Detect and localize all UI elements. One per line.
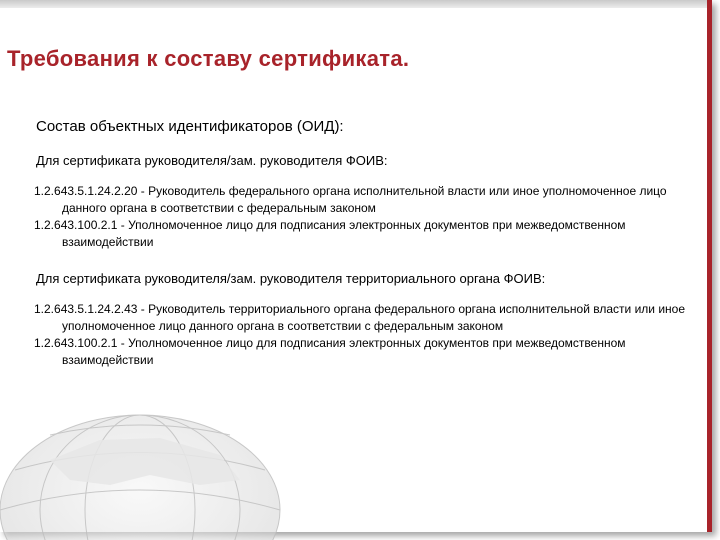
- list-item: 1.2.643.5.1.24.2.43 - Руководитель территориального органа федерального органа исполнительной власти или иное уполномоченное лицо данного органа в соответствии с федеральным законом: [34, 302, 685, 333]
- oid-list: [36, 301, 686, 369]
- list-item: 1.2.643.5.1.24.2.20 - Руководитель федерального органа исполнительной власти или иное уполномоченное лицо данного органа в соответствии с федеральным законом: [34, 184, 667, 215]
- oid-list: [36, 183, 686, 251]
- top-decorative-strip: [0, 0, 712, 8]
- oid-group-foiv: [36, 153, 686, 251]
- list-item: 1.2.643.100.2.1 - Уполномоченное лицо для подписания электронных документов при межведомственном взаимодействии: [34, 218, 626, 249]
- oid-subheading: Состав объектных идентификаторов (ОИД):: [36, 118, 344, 135]
- list-item: 1.2.643.100.2.1 - Уполномоченное лицо для подписания электронных документов при межведомственном взаимодействии: [34, 336, 626, 367]
- group-heading: Для сертификата руководителя/зам. руководителя ФОИВ:: [36, 153, 388, 168]
- oid-group-territorial: [36, 271, 686, 369]
- group-heading: Для сертификата руководителя/зам. руководителя территориального органа ФОИВ:: [36, 271, 546, 286]
- globe-watermark-icon: [0, 400, 290, 540]
- right-accent-strip: [707, 0, 712, 532]
- page-title: Требования к составу сертификата.: [7, 46, 410, 71]
- content-area: [36, 118, 686, 389]
